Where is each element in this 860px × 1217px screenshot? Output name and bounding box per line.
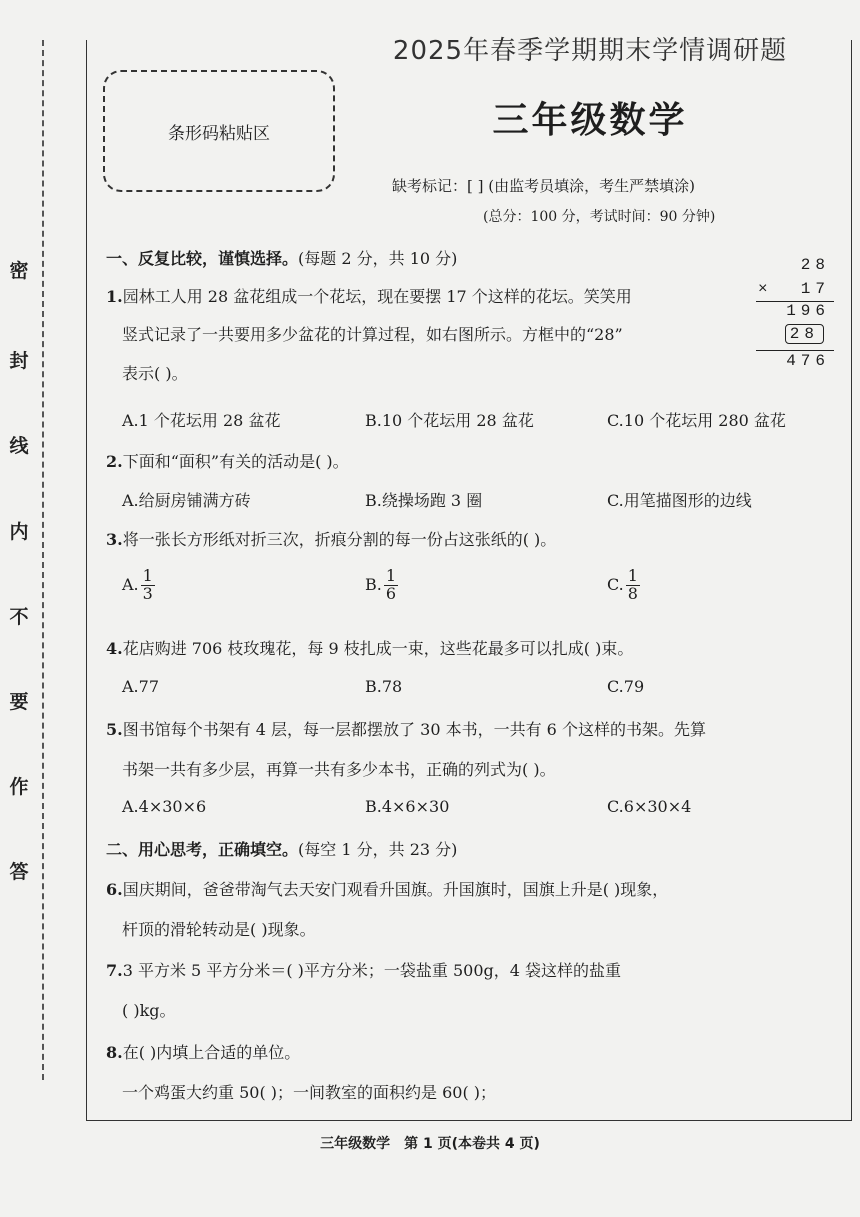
question-number: 5. [106, 720, 123, 739]
page-footer: 三年级数学 第 1 页(本卷共 4 页) [320, 1136, 540, 1152]
option-b: B.78 [365, 677, 403, 696]
question-number: 7. [106, 961, 123, 980]
option-b: B.4×6×30 [365, 797, 450, 816]
option-a: A.77 [122, 677, 159, 696]
option-c [607, 568, 640, 603]
denominator: 8 [627, 583, 638, 603]
option-label: A. [122, 574, 139, 594]
question-text: 图书馆每个书架有 4 层，每一层都摆放了 30 本书，一共有 6 个这样的书架。先算 [122, 720, 706, 739]
seal-char: 答 [9, 861, 29, 883]
option-a [122, 568, 155, 603]
question-text: 园林工人用 28 盆花组成一个花坛，现在要摆 17 个这样的花坛。笑笑用 [122, 287, 632, 306]
question-1-line [106, 284, 632, 307]
barcode-area: 条形码粘贴区 [103, 70, 335, 192]
question-8-line: 一个鸡蛋大约重 50( )；一间教室的面积约是 60( )； [122, 1083, 497, 1102]
calc-multiplicand: 28 [800, 256, 830, 274]
denominator: 3 [142, 583, 153, 603]
question-text: 3 平方米 5 平方分米＝( )平方分米；一袋盐重 500g，4 袋这样的盐重 [122, 961, 622, 980]
question-number: 6. [106, 880, 123, 899]
calc-line [756, 350, 834, 351]
option-c: C.79 [607, 677, 645, 696]
question-text: 花店购进 706 枝玫瑰花，每 9 枝扎成一束，这些花最多可以扎成( )束。 [122, 639, 634, 658]
question-6-line [106, 877, 668, 900]
option-label: B. [365, 574, 382, 594]
option-label: C. [607, 574, 624, 594]
question-number: 3. [106, 530, 123, 549]
calc-multiplier: 17 [800, 280, 830, 298]
option-a: A.给厨房铺满方砖 [122, 491, 251, 510]
fraction [384, 568, 398, 603]
score-info: (总分：100 分，考试时间：90 分钟) [483, 209, 716, 225]
option-a: A.1 个花坛用 28 盆花 [122, 411, 281, 430]
calc-result: 476 [786, 352, 830, 370]
calc-partial-product: 196 [786, 302, 830, 320]
section-title-text: 一、反复比较，谨慎选择。 [106, 249, 299, 268]
option-b: B.绕操场跑 3 圈 [365, 491, 483, 510]
seal-char: 密 [9, 260, 29, 282]
section-note: (每题 2 分，共 10 分) [298, 249, 458, 268]
exam-title: 2025年春季学期期末学情调研题 [392, 36, 788, 66]
section-title [106, 246, 457, 269]
subject-title: 三年级数学 [492, 100, 688, 141]
fraction [626, 568, 640, 603]
question-7-line [106, 958, 621, 981]
seal-char: 作 [9, 776, 29, 798]
numerator: 1 [385, 566, 397, 585]
question-2-line [106, 449, 349, 472]
seal-char: 内 [9, 521, 29, 543]
seal-char: 封 [9, 350, 29, 372]
option-b: B.10 个花坛用 28 盆花 [365, 411, 534, 430]
calc-boxed-partial: 28 [785, 324, 824, 344]
question-5-line: 书架一共有多少层，再算一共有多少本书，正确的列式为( )。 [122, 760, 556, 779]
option-c: C.用笔描图形的边线 [607, 491, 752, 510]
denominator: 6 [385, 583, 397, 603]
section-title [106, 837, 457, 860]
question-5-line [106, 717, 706, 740]
question-number: 4. [106, 639, 123, 658]
option-c: C.10 个花坛用 280 盆花 [607, 411, 786, 430]
seal-char: 线 [9, 435, 29, 457]
question-3-line [106, 527, 556, 550]
absent-mark: 缺考标记：[ ] (由监考员填涂，考生严禁填涂) [392, 177, 695, 195]
question-7-line: ( )kg。 [122, 1001, 176, 1020]
question-text: 下面和“面积”有关的活动是( )。 [122, 452, 349, 471]
fraction [141, 568, 155, 603]
option-b [365, 568, 398, 603]
section-note: (每空 1 分，共 23 分) [298, 840, 458, 859]
numerator: 1 [142, 566, 153, 585]
question-number: 2. [106, 452, 123, 471]
question-text: 在( )内填上合适的单位。 [122, 1043, 301, 1062]
question-1-line: 竖式记录了一共要用多少盆花的计算过程，如右图所示。方框中的“28” [122, 325, 623, 344]
question-number: 8. [106, 1043, 123, 1062]
option-c: C.6×30×4 [607, 797, 692, 816]
option-a: A.4×30×6 [122, 797, 207, 816]
question-number: 1. [106, 287, 123, 306]
seal-dashed-line [42, 40, 44, 1080]
question-6-line: 杆顶的滑轮转动是( )现象。 [122, 920, 316, 939]
question-8-line [106, 1040, 300, 1063]
question-text: 国庆期间，爸爸带淘气去天安门观看升国旗。升国旗时，国旗上升是( )现象， [122, 880, 669, 899]
section-title-text: 二、用心思考，正确填空。 [106, 840, 299, 859]
question-4-line [106, 636, 633, 659]
seal-char: 不 [9, 606, 29, 628]
numerator: 1 [627, 566, 638, 585]
question-text: 将一张长方形纸对折三次，折痕分割的每一份占这张纸的( )。 [122, 530, 557, 549]
calc-times-sign: × [758, 280, 768, 298]
seal-char: 要 [9, 691, 29, 713]
question-1-line: 表示( )。 [122, 364, 188, 383]
